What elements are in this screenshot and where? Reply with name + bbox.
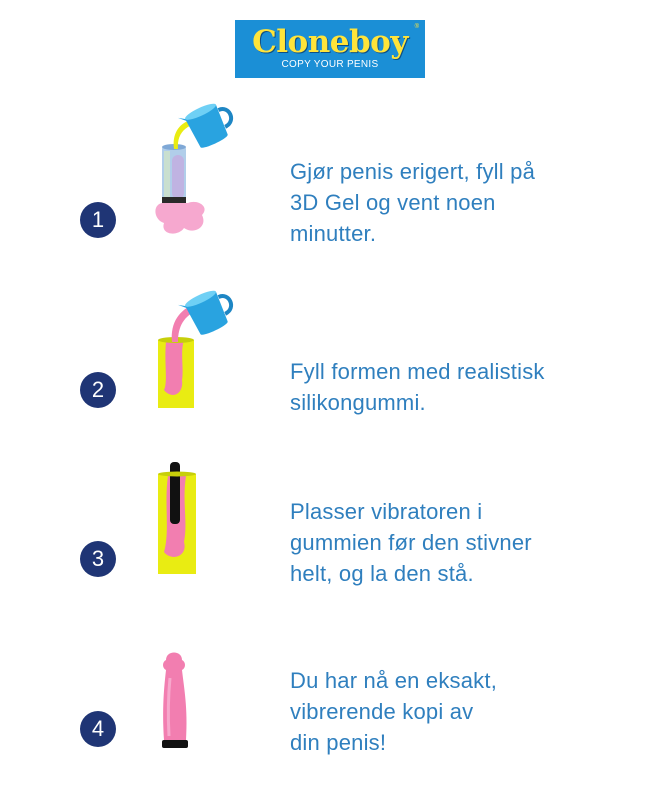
step-4-text: Du har nå en eksakt, vibrerende kopi av din penis! xyxy=(290,668,498,755)
step-1-badge: 1 xyxy=(80,202,116,238)
vibrator-insert-icon xyxy=(150,462,210,577)
step-2-text: Fyll formen med realistisk silikongummi. xyxy=(290,359,545,415)
cloneboy-logo xyxy=(235,20,425,78)
silicone-pour-icon xyxy=(150,282,240,412)
logo-tagline: COPY YOUR PENIS xyxy=(281,59,379,70)
logo-wordmark: Cloneboy xyxy=(252,24,408,60)
step-2-badge: 2 xyxy=(80,372,116,408)
step-4-badge: 4 xyxy=(80,711,116,747)
finished-vibrator-icon xyxy=(150,648,200,753)
step-3-badge: 3 xyxy=(80,541,116,577)
gel-pour-icon xyxy=(150,95,240,240)
logo-registered-mark: ® xyxy=(414,24,419,30)
step-1-text: Gjør penis erigert, fyll på 3D Gel og vent noen minutter. xyxy=(290,159,536,246)
step-3-text: Plasser vibratoren i gummien før den stivner helt, og la den stå. xyxy=(290,499,532,586)
